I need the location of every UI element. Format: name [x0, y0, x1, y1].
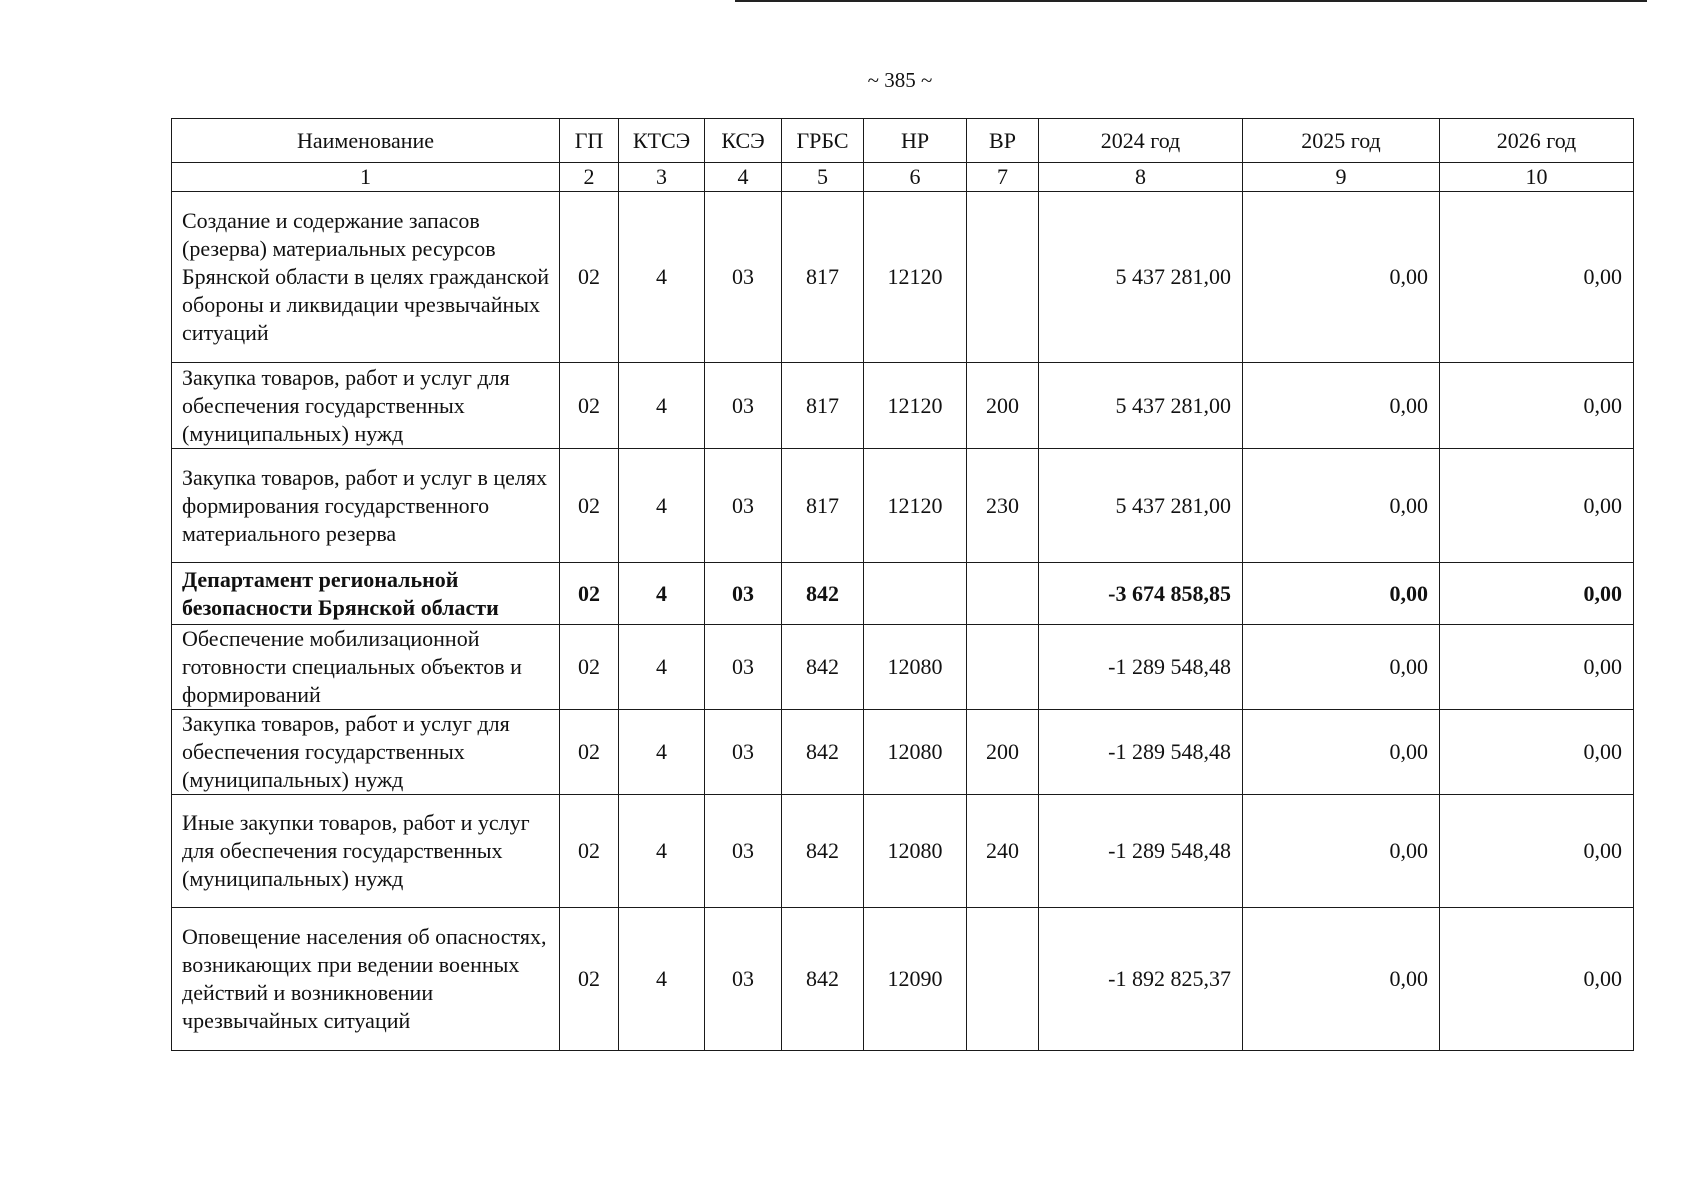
column-number: 1: [172, 163, 560, 192]
row-2024: -1 289 548,48: [1039, 625, 1243, 710]
row-nr: 12080: [864, 625, 967, 710]
row-2024: 5 437 281,00: [1039, 449, 1243, 563]
header-2026: 2026 год: [1440, 119, 1634, 163]
header-grbs: ГРБС: [782, 119, 864, 163]
row-nr: [864, 563, 967, 625]
row-grbs: 842: [782, 795, 864, 908]
row-kse: 03: [705, 449, 782, 563]
row-name: Закупка товаров, работ и услуг для обеспечения государственных (муниципальных) нужд: [172, 363, 560, 449]
table-row: [172, 908, 1634, 1051]
row-name: Создание и содержание запасов (резерва) материальных ресурсов Брянской области в целях гражданской обороны и ликвидации чрезвычайных ситуаций: [172, 192, 560, 363]
row-nr: 12120: [864, 363, 967, 449]
row-grbs: 817: [782, 192, 864, 363]
row-2025: 0,00: [1243, 710, 1440, 795]
column-number: 3: [619, 163, 705, 192]
header-row: [172, 119, 1634, 163]
row-vr: 230: [967, 449, 1039, 563]
row-2026: 0,00: [1440, 563, 1634, 625]
row-ktse: 4: [619, 795, 705, 908]
row-ktse: 4: [619, 192, 705, 363]
row-vr: [967, 563, 1039, 625]
row-gp: 02: [560, 363, 619, 449]
column-number: 5: [782, 163, 864, 192]
row-gp: 02: [560, 710, 619, 795]
row-nr: 12090: [864, 908, 967, 1051]
table-row-department: [172, 563, 1634, 625]
table-row: [172, 192, 1634, 363]
table-row: [172, 625, 1634, 710]
row-name: Иные закупки товаров, работ и услуг для обеспечения государственных (муниципальных) нужд: [172, 795, 560, 908]
budget-table: [171, 118, 1634, 1051]
row-kse: 03: [705, 908, 782, 1051]
row-ktse: 4: [619, 363, 705, 449]
row-vr: [967, 192, 1039, 363]
row-2026: 0,00: [1440, 625, 1634, 710]
row-gp: 02: [560, 563, 619, 625]
row-kse: 03: [705, 363, 782, 449]
header-nr: НР: [864, 119, 967, 163]
row-2025: 0,00: [1243, 625, 1440, 710]
row-2024: -1 289 548,48: [1039, 795, 1243, 908]
row-kse: 03: [705, 710, 782, 795]
header-2024: 2024 год: [1039, 119, 1243, 163]
row-ktse: 4: [619, 710, 705, 795]
row-grbs: 842: [782, 908, 864, 1051]
row-kse: 03: [705, 192, 782, 363]
header-gp: ГП: [560, 119, 619, 163]
row-grbs: 842: [782, 710, 864, 795]
header-2025: 2025 год: [1243, 119, 1440, 163]
row-2025: 0,00: [1243, 908, 1440, 1051]
table-row: [172, 710, 1634, 795]
row-grbs: 842: [782, 563, 864, 625]
column-number: 7: [967, 163, 1039, 192]
row-nr: 12080: [864, 795, 967, 908]
row-gp: 02: [560, 449, 619, 563]
row-2024: 5 437 281,00: [1039, 363, 1243, 449]
row-2024: 5 437 281,00: [1039, 192, 1243, 363]
row-2025: 0,00: [1243, 449, 1440, 563]
row-vr: 200: [967, 363, 1039, 449]
row-vr: 200: [967, 710, 1039, 795]
row-nr: 12120: [864, 192, 967, 363]
row-ktse: 4: [619, 625, 705, 710]
row-2025: 0,00: [1243, 363, 1440, 449]
row-name: Оповещение населения об опасностях, возникающих при ведении военных действий и возникновении чрезвычайных ситуаций: [172, 908, 560, 1051]
row-name: Закупка товаров, работ и услуг в целях формирования государственного материального резерва: [172, 449, 560, 563]
column-number-row: [172, 163, 1634, 192]
header-name: Наименование: [172, 119, 560, 163]
row-grbs: 817: [782, 363, 864, 449]
row-name: Департамент региональной безопасности Брянской области: [172, 563, 560, 625]
row-vr: 240: [967, 795, 1039, 908]
header-ktse: КТСЭ: [619, 119, 705, 163]
header-kse: КСЭ: [705, 119, 782, 163]
row-kse: 03: [705, 795, 782, 908]
row-2026: 0,00: [1440, 710, 1634, 795]
row-2026: 0,00: [1440, 795, 1634, 908]
row-2025: 0,00: [1243, 795, 1440, 908]
table-row: [172, 449, 1634, 563]
row-grbs: 817: [782, 449, 864, 563]
row-nr: 12080: [864, 710, 967, 795]
header-vr: ВР: [967, 119, 1039, 163]
row-gp: 02: [560, 192, 619, 363]
row-vr: [967, 908, 1039, 1051]
row-2024: -1 289 548,48: [1039, 710, 1243, 795]
row-grbs: 842: [782, 625, 864, 710]
column-number: 8: [1039, 163, 1243, 192]
row-vr: [967, 625, 1039, 710]
row-2026: 0,00: [1440, 449, 1634, 563]
page-number: ~ 385 ~: [867, 68, 933, 92]
column-number: 9: [1243, 163, 1440, 192]
row-kse: 03: [705, 625, 782, 710]
row-ktse: 4: [619, 908, 705, 1051]
row-gp: 02: [560, 625, 619, 710]
row-kse: 03: [705, 563, 782, 625]
column-number: 10: [1440, 163, 1634, 192]
row-2024: -3 674 858,85: [1039, 563, 1243, 625]
row-nr: 12120: [864, 449, 967, 563]
row-gp: 02: [560, 908, 619, 1051]
row-2025: 0,00: [1243, 563, 1440, 625]
column-number: 2: [560, 163, 619, 192]
column-number: 4: [705, 163, 782, 192]
row-name: Обеспечение мобилизационной готовности специальных объектов и формирований: [172, 625, 560, 710]
row-gp: 02: [560, 795, 619, 908]
column-number: 6: [864, 163, 967, 192]
table-row: [172, 795, 1634, 908]
row-ktse: 4: [619, 563, 705, 625]
row-2024: -1 892 825,37: [1039, 908, 1243, 1051]
row-ktse: 4: [619, 449, 705, 563]
row-name: Закупка товаров, работ и услуг для обеспечения государственных (муниципальных) нужд: [172, 710, 560, 795]
row-2025: 0,00: [1243, 192, 1440, 363]
row-2026: 0,00: [1440, 192, 1634, 363]
top-rule: [735, 0, 1647, 2]
table-row: [172, 363, 1634, 449]
row-2026: 0,00: [1440, 908, 1634, 1051]
row-2026: 0,00: [1440, 363, 1634, 449]
